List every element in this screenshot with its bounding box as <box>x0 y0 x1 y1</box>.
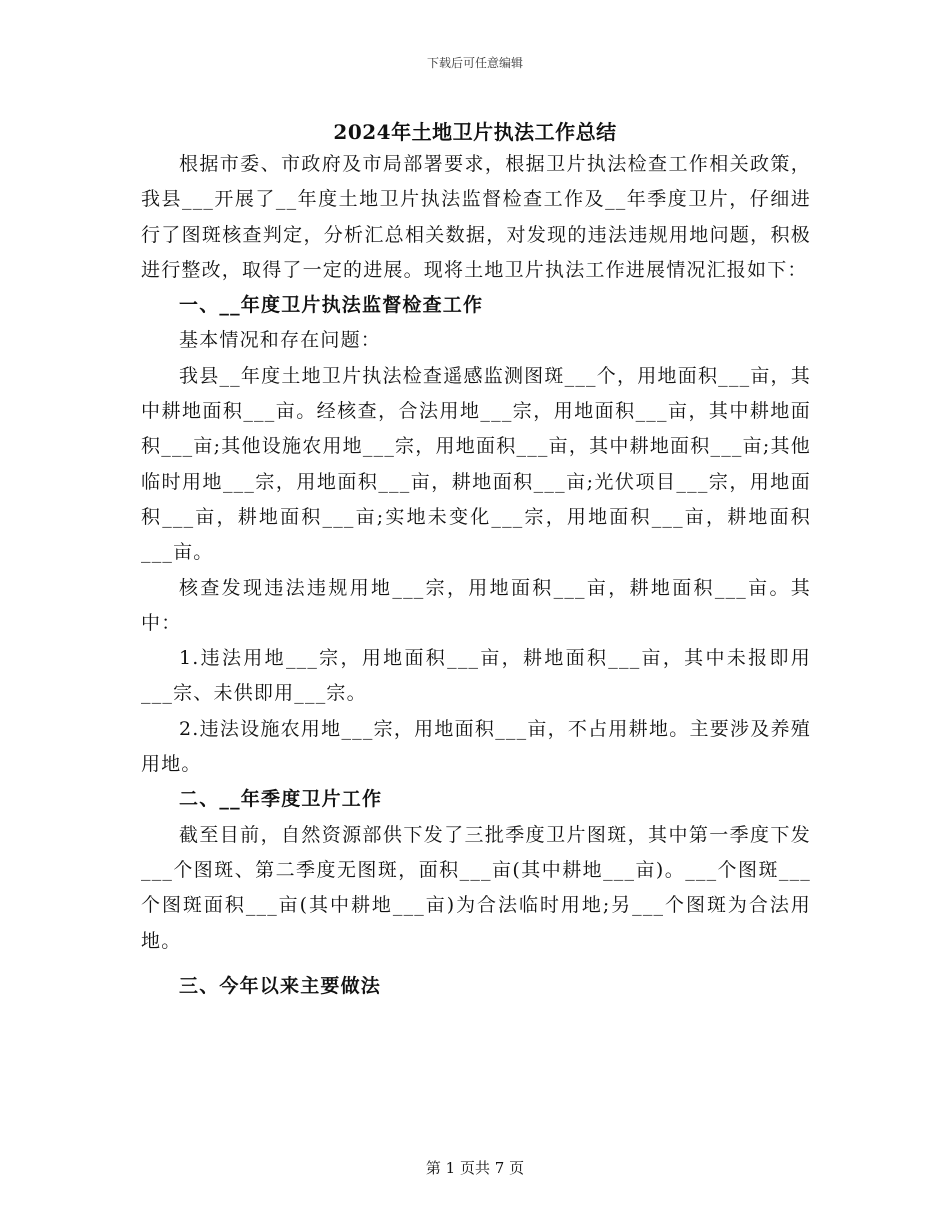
subheading-basic-situation: 基本情况和存在问题： <box>179 329 382 352</box>
paragraph-violations-found: 核查发现违法违规用地___宗，用地面积___亩，耕地面积___亩。其中： <box>141 576 811 634</box>
section-heading-3: 三、今年以来主要做法 <box>179 974 382 997</box>
intro-paragraph: 根据市委、市政府及市局部署要求，根据卫片执法检查工作相关政策，我县___开展了__年度土地卫片执法监督检查工作及__年季度卫片，仔细进行了图斑核查判定，分析汇总相关数据，对发现的违法违规用地问题，积极进行整改，取得了一定的进展。现将土地卫片执法工作进展情况汇报如下： <box>141 153 811 281</box>
document-body <box>141 147 811 1004</box>
header-note: 下载后可任意编辑 <box>426 56 523 70</box>
paragraph-monitoring-summary: 我县__年度土地卫片执法检查遥感监测图斑___个，用地面积___亩，其中耕地面积___亩。经核查，合法用地___宗，用地面积___亩，其中耕地面积___亩;其他设施农用地___宗，用地面积___亩，其中耕地面积___亩;其他临时用地___宗，用地面积___亩，耕地面积___亩;光伏项目___宗，用地面积___亩，耕地面积___亩;实地未变化___宗，用地面积___亩，耕地面积___亩。 <box>141 364 811 564</box>
section-heading-2: 二、__年季度卫片工作 <box>179 788 383 811</box>
paragraph-quarterly-work: 截至目前，自然资源部供下发了三批季度卫片图斑，其中第一季度下发___个图斑、第二季度无图斑，面积___亩(其中耕地___亩)。___个图斑___个图斑面积___亩(其中耕地___亩)为合法临时用地;另___个图斑为合法用地。 <box>141 823 811 952</box>
list-item-illegal-facility-land: 2.违法设施农用地___宗，用地面积___亩，不占用耕地。主要涉及养殖用地。 <box>141 717 811 776</box>
section-heading-1: 一、__年度卫片执法监督检查工作 <box>179 294 484 317</box>
page-number-footer: 第 1 页共 7 页 <box>425 1159 525 1177</box>
document-title: 2024年土地卫片执法工作总结 <box>333 120 617 144</box>
list-item-illegal-land: 1.违法用地___宗，用地面积___亩，耕地面积___亩，其中未报即用___宗、未供即用___宗。 <box>141 647 811 705</box>
